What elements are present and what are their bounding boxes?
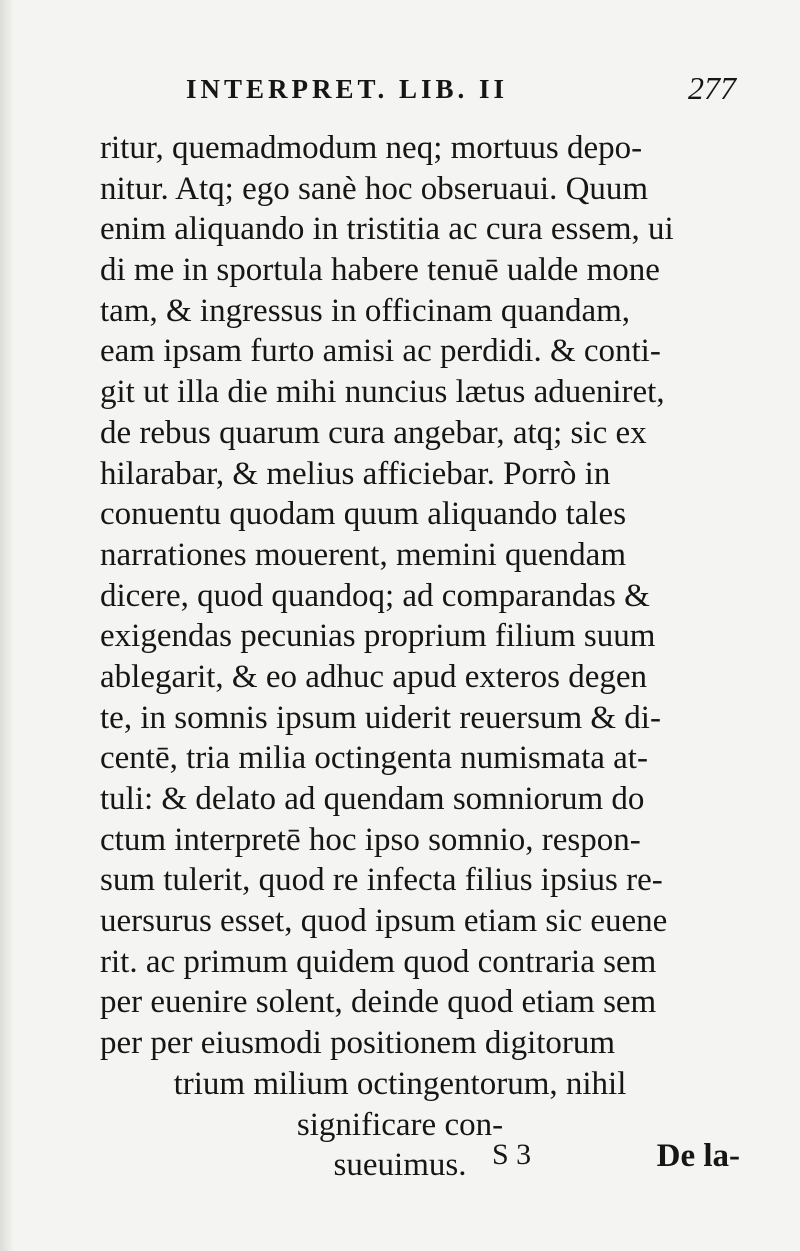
- text-line: ctum interpretē hoc ipso somnio, respon-: [100, 821, 641, 858]
- catchword: De la-: [656, 1138, 740, 1174]
- text-line: significare con-: [296, 1106, 504, 1143]
- text-line: per per eiusmodi positionem digitorum: [100, 1025, 616, 1062]
- text-line: tam, & ingressus in officinam quandam,: [100, 292, 631, 329]
- text-line: exigendas pecunias proprium filium suum: [100, 618, 656, 655]
- text-line: uersurus esset, quod ipsum etiam sic euene: [100, 903, 668, 940]
- text-line: enim aliquando in tristitia ac cura essem, ui: [100, 211, 674, 248]
- page-footer: [480, 1138, 740, 1178]
- text-line: per euenire solent, deinde quod etiam sem: [100, 984, 657, 1021]
- text-line: centē, tria milia octingenta numismata at-: [100, 740, 648, 777]
- text-line: git ut illa die mihi nuncius lætus adueniret,: [100, 374, 665, 411]
- text-line: ablegarit, & eo adhuc apud exteros degen: [100, 658, 648, 695]
- running-head: INTERPRET. LIB. II: [186, 74, 509, 104]
- text-line: trium milium octingentorum, nihil: [173, 1065, 627, 1102]
- text-line: eam ipsam furto amisi ac perdidi. & conti-: [100, 333, 661, 370]
- text-line: di me in sportula habere tenuē ualde mone: [100, 252, 660, 289]
- page-header: [186, 70, 736, 110]
- text-line: nitur. Atq; ego sanè hoc obseruaui. Quum: [100, 170, 649, 207]
- text-line: rit. ac primum quidem quod contraria sem: [100, 943, 657, 980]
- text-line: ritur, quemadmodum neq; mortuus depo-: [100, 130, 643, 166]
- scan-edge-shadow: [0, 0, 14, 1251]
- text-line: sueuimus.: [333, 1147, 467, 1184]
- text-line: sum tulerit, quod re infecta filius ipsius re-: [100, 862, 663, 899]
- text-line: te, in somnis ipsum uiderit reuersum & di-: [100, 699, 661, 736]
- body-text: [100, 128, 740, 1186]
- text-line: narrationes mouerent, memini quendam: [100, 536, 627, 573]
- text-line: tuli: & delato ad quendam somniorum do: [100, 781, 645, 817]
- text-line: de rebus quarum cura angebar, atq; sic ex: [100, 414, 647, 451]
- text-line: hilarabar, & melius afficiebar. Porrò in: [100, 455, 611, 492]
- text-line: conuentu quodam quum aliquando tales: [100, 496, 627, 533]
- page-number: 277: [688, 70, 736, 106]
- text-line: dicere, quod quandoq; ad comparandas &: [100, 577, 650, 614]
- signature-mark: S 3: [492, 1138, 532, 1171]
